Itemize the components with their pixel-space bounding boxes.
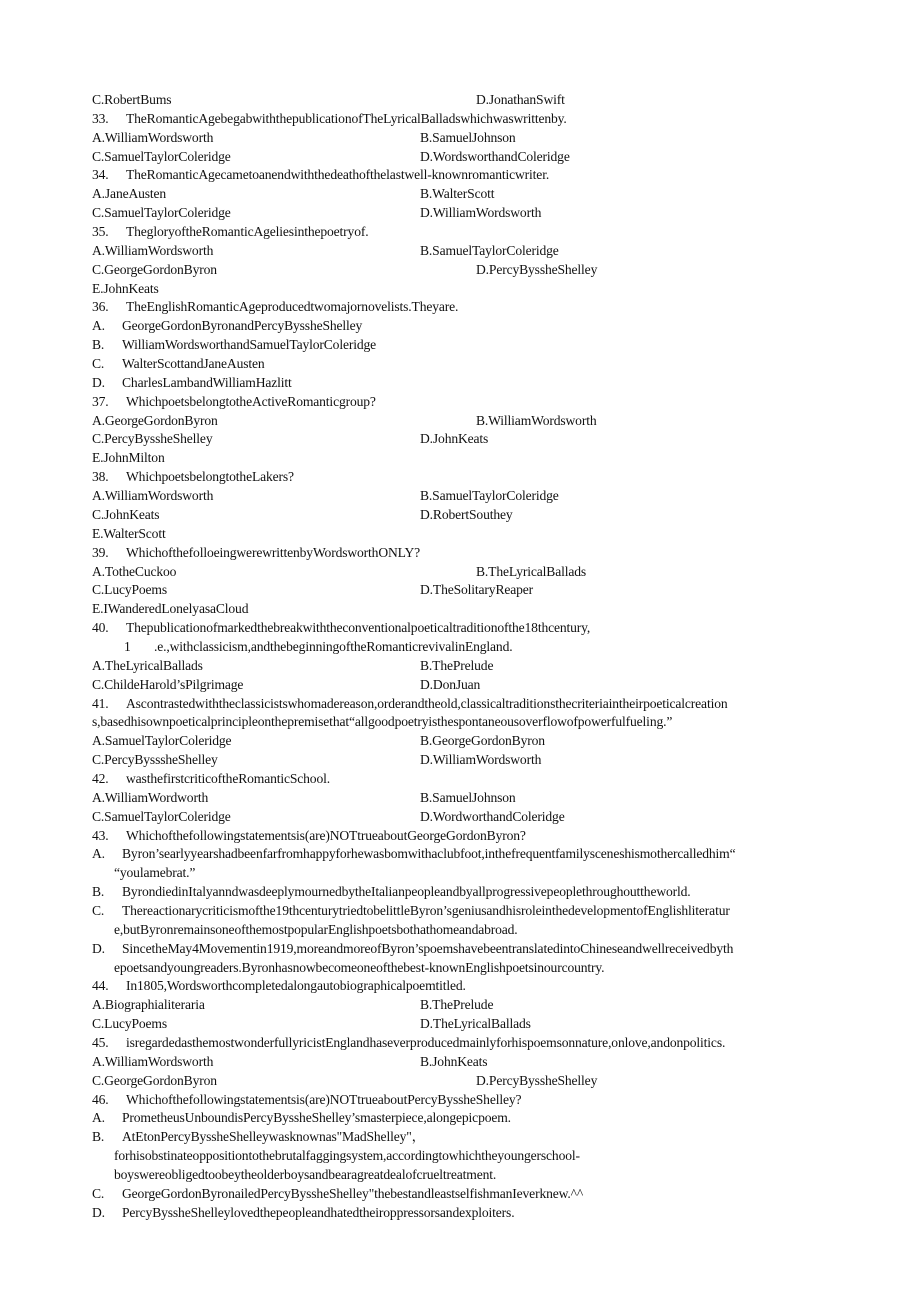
answer-line bbox=[92, 1015, 832, 1034]
question-text: isregardedasthemostwonderfullyricistEnglandhaseverproducedmainlyforhispoemsonnature,onlove,andonpolitics. bbox=[126, 1035, 726, 1050]
option-line bbox=[92, 940, 832, 959]
question-line bbox=[92, 619, 832, 638]
question-number: 43. bbox=[92, 827, 109, 843]
answer-line bbox=[114, 864, 854, 883]
answer-choice: E.WalterScott bbox=[92, 525, 166, 541]
option-line bbox=[92, 1204, 832, 1223]
option-text: Byron’searlyyearshadbeenfarfromhappyforhewasbomwithaclubfoot,inthefrequentfamilysceneshismothercalledhim“ bbox=[122, 846, 736, 862]
option-text: Thereactionarycriticismofthe19thcenturytriedtobelittleByron’sgeniusandhisroleinthedevelopmentofEnglishliteratur bbox=[122, 902, 730, 918]
option-text: ByrondiedinItalyanndwasdeeplymournedbytheItalianpeopleandbyallprogressivepeoplethroughouttheworld. bbox=[122, 884, 691, 900]
answer-line bbox=[92, 280, 832, 299]
question-number: 36. bbox=[92, 299, 109, 315]
answer-line bbox=[92, 412, 832, 431]
question-line bbox=[92, 1034, 832, 1053]
answer-line bbox=[114, 1147, 854, 1166]
question-text: TheRomanticAgecametoanendwiththedeathofthelastwell-knownromanticwriter. bbox=[126, 167, 550, 183]
answer-line bbox=[92, 185, 832, 204]
option-letter: 1 bbox=[124, 638, 131, 654]
answer-choice: C.RobertBums bbox=[92, 92, 172, 107]
answer-line bbox=[92, 449, 832, 468]
answer-choice: B.SamuelJohnson bbox=[420, 789, 516, 805]
option-line bbox=[92, 845, 832, 864]
option-letter: A. bbox=[92, 1110, 105, 1126]
option-text: PercyByssheShelleylovedthepeopleandhatedtheiroppressorsandexploiters. bbox=[122, 1204, 515, 1220]
option-text: WilliamWordsworthandSamuelTaylorColeridge bbox=[122, 337, 377, 353]
answer-line bbox=[92, 148, 832, 167]
answer-choice: B.WilliamWordsworth bbox=[476, 412, 597, 428]
answer-choice: C.LucyPoems bbox=[92, 582, 168, 598]
question-line bbox=[92, 110, 832, 129]
answer-line bbox=[92, 600, 832, 619]
question-line bbox=[92, 544, 832, 563]
answer-choice: C.ChildeHarold’sPilgrimage bbox=[92, 676, 244, 692]
answer-choice: C.PercyByssheShelley bbox=[92, 431, 213, 447]
question-number: 44. bbox=[92, 978, 109, 994]
answer-choice: D.JohnKeats bbox=[420, 431, 489, 447]
option-text: PrometheusUnboundisPercyByssheShelley’smasterpiece,alongepicpoem. bbox=[122, 1110, 511, 1126]
answer-line bbox=[92, 261, 832, 280]
answer-choice: D.RobertSouthey bbox=[420, 506, 513, 522]
answer-line bbox=[92, 657, 832, 676]
option-letter: D. bbox=[92, 374, 105, 390]
answer-line bbox=[114, 959, 854, 978]
answer-choice: epoetsandyoungreaders.Byronhasnowbecomeoneofthebest-knownEnglishpoetsinourcountry. bbox=[114, 959, 605, 975]
answer-choice: B.TheLyricalBallads bbox=[476, 563, 587, 579]
answer-choice: C.LucyPoems bbox=[92, 1016, 168, 1032]
answer-line bbox=[92, 1072, 832, 1091]
option-line bbox=[124, 638, 864, 657]
question-number: 42. bbox=[92, 770, 109, 786]
answer-line bbox=[92, 676, 832, 695]
question-line bbox=[92, 223, 832, 242]
answer-choice: D.PercyByssheShelley bbox=[476, 1072, 598, 1088]
answer-line bbox=[92, 808, 832, 827]
answer-line bbox=[92, 525, 832, 544]
answer-choice: A.JaneAusten bbox=[92, 186, 167, 202]
answer-choice: B.ThePrelude bbox=[420, 997, 494, 1013]
question-number: 46. bbox=[92, 1091, 109, 1107]
answer-choice: B.JohnKeats bbox=[420, 1053, 488, 1069]
question-text: Ascontrastedwiththeclassicistswhomadereason,orderandtheold,classicaltraditionsthecriteriaintheirpoeticalcreation bbox=[126, 695, 728, 711]
option-line bbox=[92, 902, 832, 921]
option-line bbox=[92, 1128, 832, 1147]
answer-line bbox=[92, 242, 832, 261]
answer-choice: D.TheSolitaryReaper bbox=[420, 582, 534, 598]
answer-choice: s,basedhisownpoeticalprincipleonthepremisethat“allgoodpoetryisthespontaneousoverflowofpowerfulfueling.” bbox=[92, 714, 673, 730]
answer-line bbox=[92, 581, 832, 600]
answer-line bbox=[92, 713, 832, 732]
answer-line bbox=[92, 563, 832, 582]
question-text: Thepublicationofmarkedthebreakwiththeconventionalpoeticaltraditionofthe18thcentury, bbox=[126, 620, 591, 636]
option-text: WalterScottandJaneAusten bbox=[122, 356, 265, 372]
answer-choice: E.JohnMilton bbox=[92, 450, 165, 466]
answer-choice: D.JonathanSwift bbox=[476, 92, 565, 107]
answer-choice: A.TheLyricalBallads bbox=[92, 657, 203, 673]
question-number: 34. bbox=[92, 167, 109, 183]
question-number: 38. bbox=[92, 469, 109, 485]
answer-line bbox=[92, 487, 832, 506]
answer-choice: A.SamuelTaylorColeridge bbox=[92, 733, 232, 749]
answer-choice: A.TotheCuckoo bbox=[92, 563, 177, 579]
answer-choice: B.SamuelJohnson bbox=[420, 129, 516, 145]
answer-choice: C.PercyBysssheShelley bbox=[92, 752, 218, 768]
question-number: 41. bbox=[92, 695, 109, 711]
answer-choice: A.WilliamWordsworth bbox=[92, 242, 214, 258]
option-text: SincetheMay4Movementin1919,moreandmoreofByron’spoemshavebeentranslatedintoChineseandwellreceivedbyth bbox=[122, 940, 734, 956]
answer-line bbox=[92, 732, 832, 751]
answer-line bbox=[92, 996, 832, 1015]
answer-choice: C.GeorgeGordonByron bbox=[92, 1072, 217, 1088]
answer-line bbox=[92, 506, 832, 525]
answer-choice: A.Biographialiteraria bbox=[92, 997, 205, 1013]
option-line bbox=[92, 374, 832, 393]
option-letter: D. bbox=[92, 940, 105, 956]
answer-choice: D.WilliamWordsworth bbox=[420, 205, 542, 221]
question-text: wasthefirstcriticoftheRomanticSchool. bbox=[126, 770, 330, 786]
option-text: CharlesLambandWilliamHazlitt bbox=[122, 374, 292, 390]
answer-choice: boyswereobligedtoobeytheolderboysandbearagreatdealofcrueltreatment. bbox=[114, 1167, 497, 1183]
answer-choice: e,butByronremainsoneofthemostpopularEnglishpoetsbothathomeandabroad. bbox=[114, 921, 518, 937]
question-number: 39. bbox=[92, 544, 109, 560]
option-line bbox=[92, 883, 832, 902]
question-line bbox=[92, 166, 832, 185]
question-text: ThegloryoftheRomanticAgeliesinthepoetryof. bbox=[126, 224, 369, 240]
option-text: .e.,withclassicism,andthebeginningoftheRomanticrevivalinEngland. bbox=[154, 638, 513, 654]
answer-choice: A.WilliamWordworth bbox=[92, 789, 209, 805]
answer-choice: C.SamuelTaylorColeridge bbox=[92, 148, 231, 164]
option-line bbox=[92, 336, 832, 355]
answer-choice: B.GeorgeGordonByron bbox=[420, 733, 545, 749]
answer-choice: D.WordworthandColeridge bbox=[420, 808, 565, 824]
answer-line bbox=[92, 789, 832, 808]
question-line bbox=[92, 827, 832, 846]
answer-choice: E.JohnKeats bbox=[92, 280, 159, 296]
option-letter: C. bbox=[92, 902, 105, 918]
answer-choice: D.PercyByssheShelley bbox=[476, 261, 598, 277]
question-text: TheEnglishRomanticAgeproducedtwomajornovelists.Theyare. bbox=[126, 299, 459, 315]
question-text: Whichofthefollowingstatementsis(are)NOTtrueaboutGeorgeGordonByron? bbox=[126, 827, 526, 843]
option-line bbox=[92, 1109, 832, 1128]
answer-choice: B.ThePrelude bbox=[420, 657, 494, 673]
answer-line bbox=[92, 129, 832, 148]
question-number: 37. bbox=[92, 393, 109, 409]
question-line bbox=[92, 298, 832, 317]
answer-choice: A.WilliamWordsworth bbox=[92, 129, 214, 145]
question-line bbox=[92, 695, 832, 714]
answer-line bbox=[92, 430, 832, 449]
answer-choice: A.WilliamWordsworth bbox=[92, 1053, 214, 1069]
option-text: AtEtonPercyByssheShelleywasknownas"MadShelley"， bbox=[122, 1129, 426, 1145]
answer-choice: D.WilliamWordsworth bbox=[420, 752, 542, 768]
answer-line bbox=[114, 921, 854, 940]
answer-choice: D.TheLyricalBallads bbox=[420, 1016, 531, 1032]
question-number: 33. bbox=[92, 110, 109, 126]
option-letter: C. bbox=[92, 356, 105, 372]
option-letter: B. bbox=[92, 337, 105, 353]
answer-choice: C.SamuelTaylorColeridge bbox=[92, 808, 231, 824]
question-text: Whichofthefollowingstatementsis(are)NOTtrueaboutPercyByssheShelley? bbox=[126, 1091, 522, 1107]
answer-choice: C.GeorgeGordonByron bbox=[92, 261, 217, 277]
question-text: TheRomanticAgebegabwiththepublicationofTheLyricalBalladswhichwaswrittenby. bbox=[126, 110, 567, 126]
option-letter: C. bbox=[92, 1185, 105, 1201]
option-letter: A. bbox=[92, 846, 105, 862]
answer-choice: forhisobstinateoppositiontothebrutalfaggingsystem,accordingtowhichtheyoungerschool- bbox=[114, 1148, 580, 1164]
question-text: WhichofthefolloeingwerewrittenbyWordsworthONLY? bbox=[126, 544, 420, 560]
option-line bbox=[92, 317, 832, 336]
option-line bbox=[92, 355, 832, 374]
question-text: WhichpoetsbelongtotheLakers? bbox=[126, 469, 294, 485]
answer-choice: D.DonJuan bbox=[420, 676, 481, 692]
option-letter: D. bbox=[92, 1204, 105, 1220]
question-number: 45. bbox=[92, 1035, 109, 1050]
option-line bbox=[92, 1185, 832, 1204]
answer-choice: B.WalterScott bbox=[420, 186, 495, 202]
option-letter: A. bbox=[92, 318, 105, 334]
answer-line bbox=[114, 1166, 854, 1185]
question-line bbox=[92, 1091, 832, 1110]
option-text: GeorgeGordonByronandPercyByssheShelley bbox=[122, 318, 363, 334]
answer-line bbox=[92, 91, 832, 110]
option-letter: B. bbox=[92, 884, 105, 900]
answer-choice: C.SamuelTaylorColeridge bbox=[92, 205, 231, 221]
answer-choice: A.GeorgeGordonByron bbox=[92, 412, 218, 428]
answer-choice: B.SamuelTaylorColeridge bbox=[420, 488, 559, 504]
answer-choice: E.IWanderedLonelyasaCloud bbox=[92, 601, 249, 617]
question-number: 35. bbox=[92, 224, 109, 240]
question-line bbox=[92, 468, 832, 487]
question-line bbox=[92, 770, 832, 789]
question-number: 40. bbox=[92, 620, 109, 636]
answer-line bbox=[92, 204, 832, 223]
answer-choice: A.WilliamWordsworth bbox=[92, 488, 214, 504]
option-text: GeorgeGordonByronailedPercyByssheShelley"thebestandleastselfishmanIeverknew.^^ bbox=[122, 1185, 584, 1201]
answer-choice: C.JohnKeats bbox=[92, 506, 160, 522]
question-line bbox=[92, 977, 832, 996]
question-text: WhichpoetsbelongtotheActiveRomanticgroup? bbox=[126, 393, 376, 409]
answer-choice: B.SamuelTaylorColeridge bbox=[420, 242, 559, 258]
answer-choice: D.WordsworthandColeridge bbox=[420, 148, 570, 164]
question-text: In1805,Wordsworthcompletedalongautobiographicalpoemtitled. bbox=[126, 978, 466, 994]
answer-choice: “youlamebrat.” bbox=[114, 865, 196, 881]
question-line bbox=[92, 393, 832, 412]
option-letter: B. bbox=[92, 1129, 105, 1145]
answer-line bbox=[92, 1053, 832, 1072]
answer-line bbox=[92, 751, 832, 770]
